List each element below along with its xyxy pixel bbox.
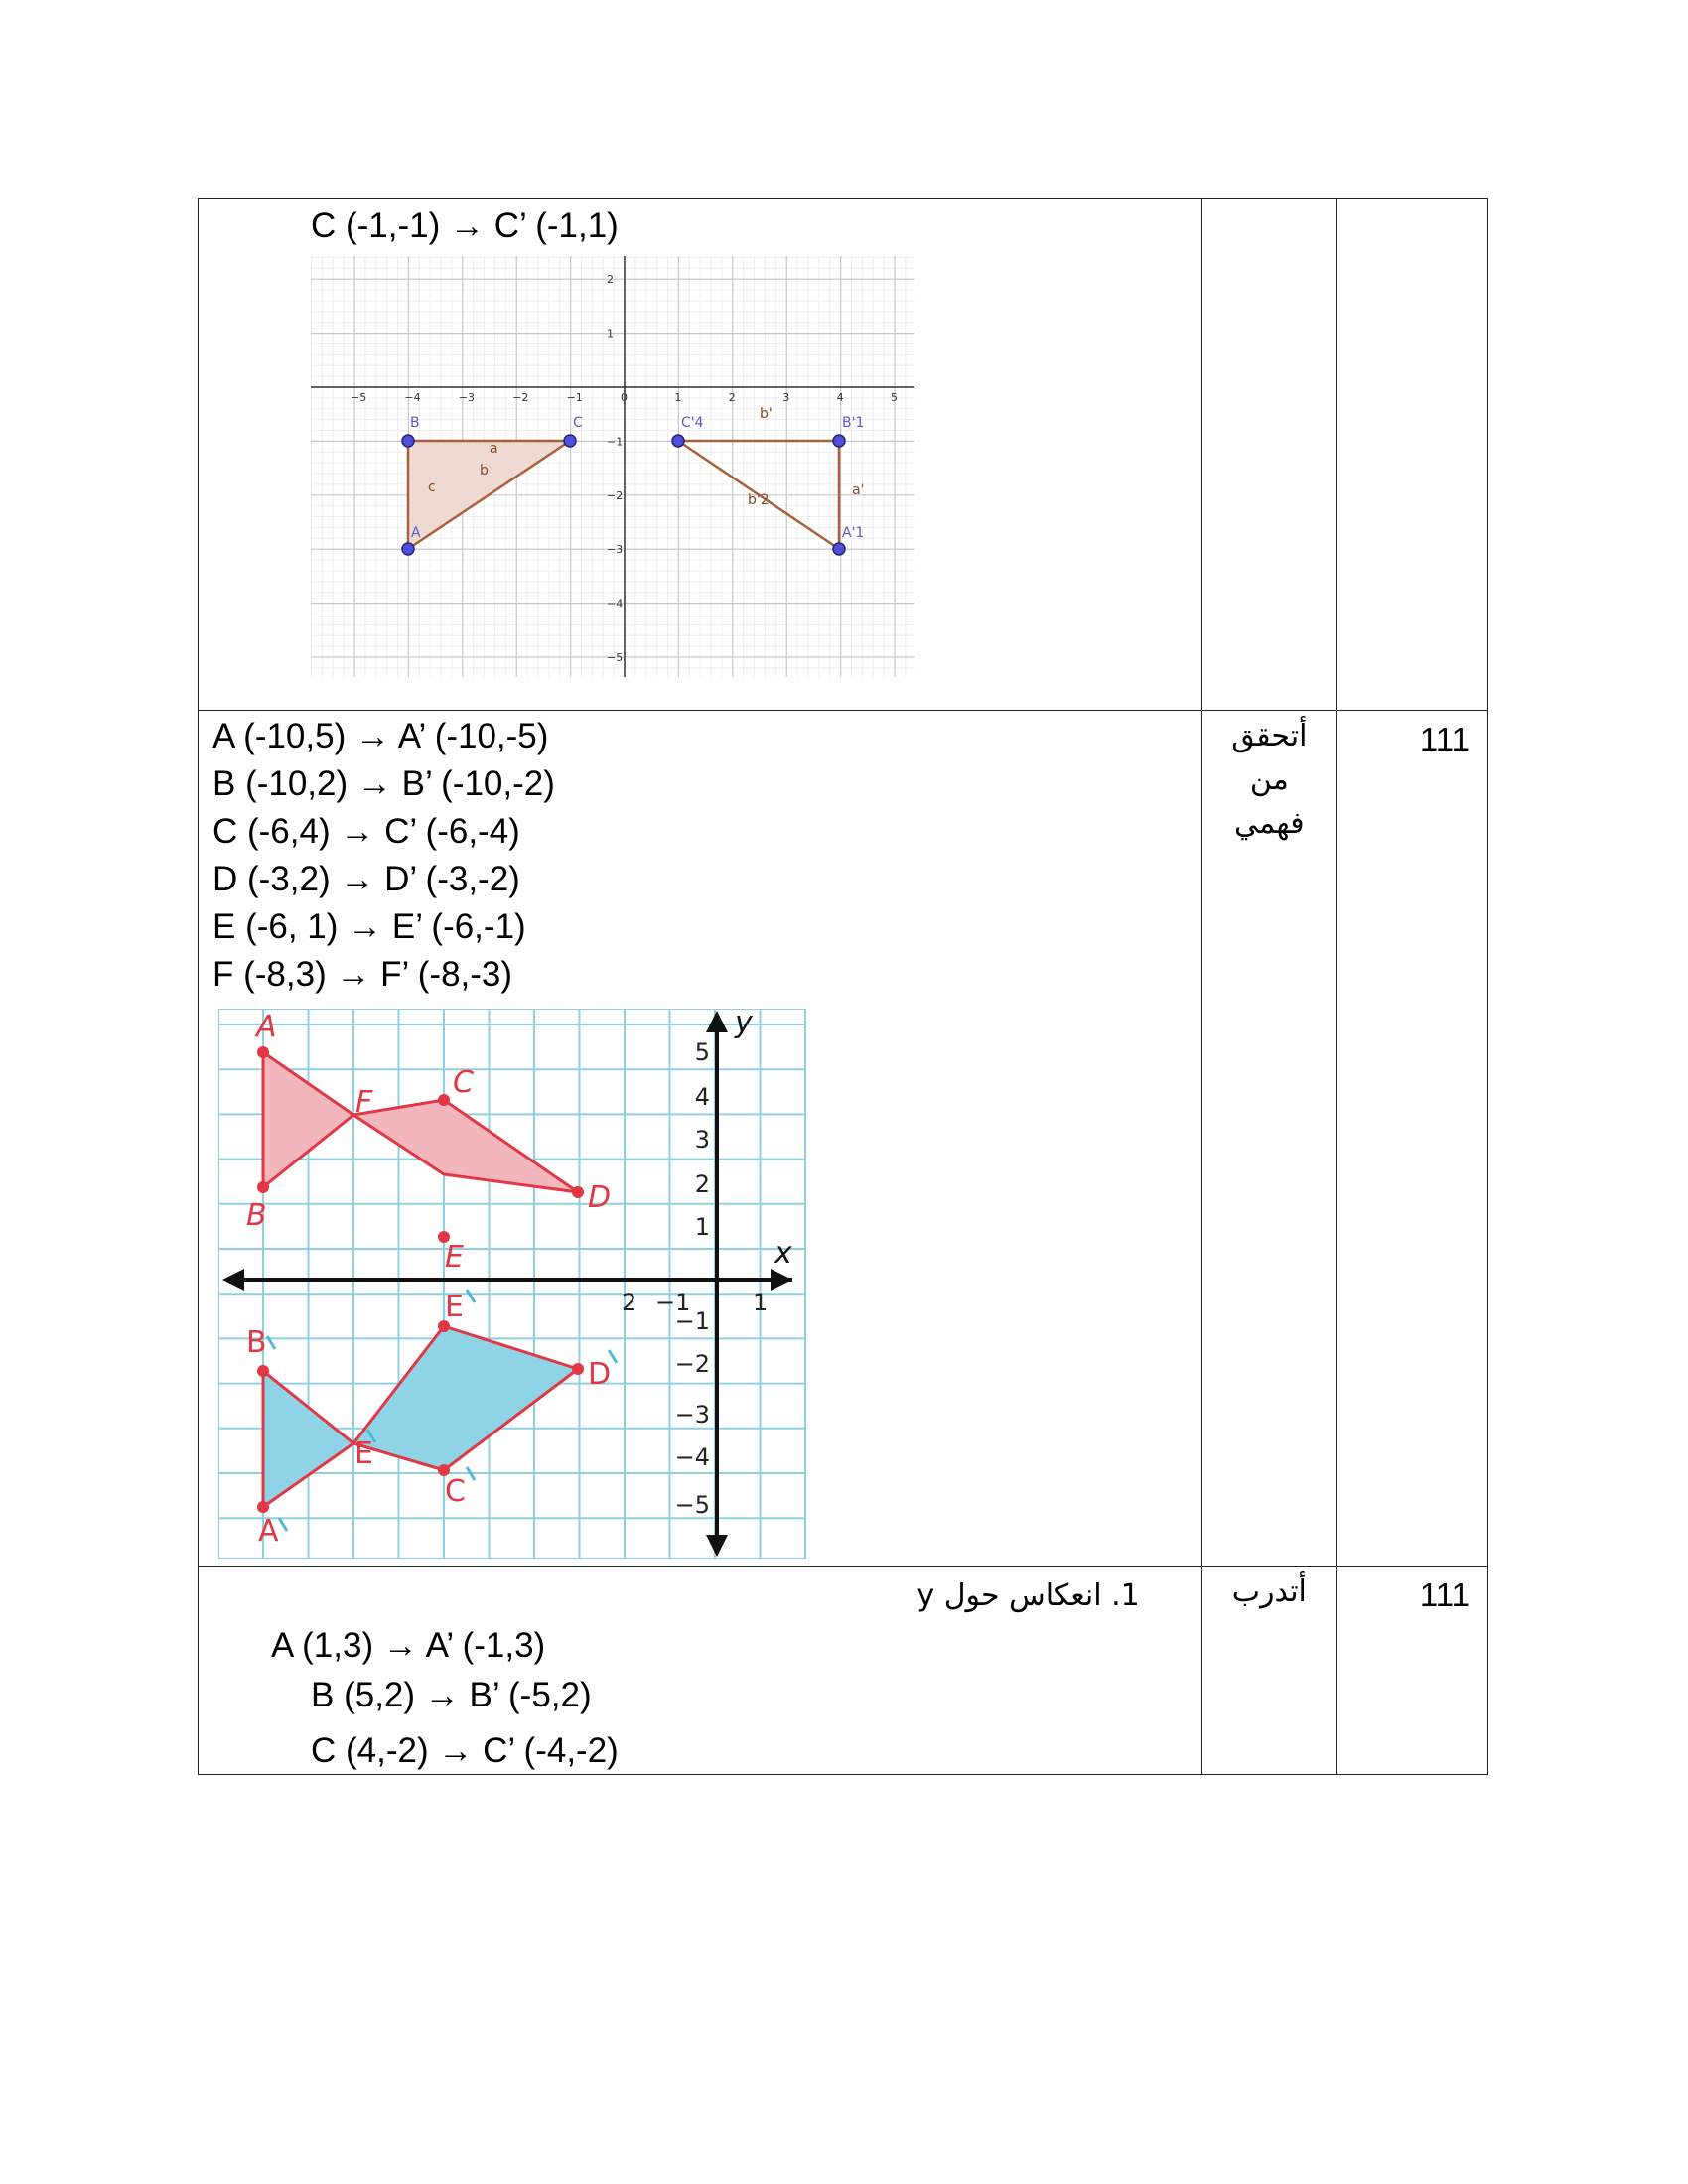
x-tick-label: 3 [782, 391, 790, 404]
mapping-line: C (-1,-1) → C’ (-1,1) [311, 206, 619, 245]
page-number: 111 [1419, 1576, 1470, 1613]
y-tick-3: 3 [694, 1126, 710, 1154]
y-tick-neg4: −4 [674, 1443, 710, 1471]
label-f: F [355, 1085, 373, 1120]
label-b: B [246, 1198, 267, 1233]
y-tick-4: 4 [694, 1083, 710, 1111]
label-e-prime: E [354, 1436, 373, 1471]
y-tick-neg2: −2 [674, 1350, 710, 1378]
y-tick-1: 1 [694, 1213, 710, 1241]
y-tick-label: −1 [607, 435, 624, 449]
y-tick-neg1: −1 [674, 1307, 710, 1335]
page-number-cell [1336, 711, 1487, 1567]
point-b [402, 435, 414, 447]
y-tick-label: −4 [607, 597, 624, 611]
label-e: E [445, 1240, 464, 1275]
y-axis-label: y [735, 1009, 753, 1040]
lesson-type-cell [1201, 199, 1336, 711]
point-c [438, 1094, 450, 1106]
label-d-prime: D [588, 1357, 612, 1392]
lesson-type [1202, 199, 1336, 203]
y-tick-neg3: −3 [674, 1401, 710, 1429]
point-d-prime [572, 1363, 584, 1375]
x-tick-label: −2 [512, 391, 529, 404]
exercise-heading: 1. انعكاس حول y [916, 1578, 1140, 1613]
label-b: B [410, 415, 420, 431]
page-number-cell [1336, 199, 1487, 711]
point-b-prime [257, 1365, 269, 1377]
solutions-table [198, 198, 1488, 1775]
x-tick-label: 0 [621, 391, 628, 404]
label-a: A [411, 525, 421, 541]
label-c-prime: C'4 [681, 415, 704, 431]
point-a-prime [833, 543, 845, 555]
label-a-prime: A'1 [842, 525, 865, 541]
point-b-prime [833, 435, 845, 447]
x-tick-label: −3 [458, 391, 476, 404]
label-a: A [256, 1010, 277, 1044]
mapping-line: B (-10,2) → B’ (-10,-2) [212, 764, 555, 803]
x-tick-2: 2 [622, 1289, 637, 1316]
x-tick-label: −4 [404, 391, 421, 404]
point-d [572, 1186, 584, 1198]
x-tick-label: 4 [836, 391, 844, 404]
mapping-line: D (-3,2) → D’ (-3,-2) [212, 860, 520, 898]
y-tick-5: 5 [694, 1038, 710, 1066]
x-tick-neg1: −1 [655, 1289, 691, 1316]
x-tick-label: 2 [728, 391, 736, 404]
x-tick-1: 1 [753, 1289, 769, 1316]
mapping-line: E (-6, 1) → E’ (-6,-1) [212, 907, 526, 946]
y-tick-label: −3 [607, 543, 624, 557]
mapping-line: A (1,3) → A’ (-1,3) [271, 1626, 546, 1665]
label-seg-a-prime: a' [852, 482, 865, 498]
mapping-line: F (-8,3) → F’ (-8,-3) [212, 955, 513, 994]
point-c [564, 435, 576, 447]
solution-cell [199, 1567, 1202, 1775]
label-a-prime: A [258, 1514, 279, 1549]
x-tick-label: −5 [351, 391, 367, 404]
lesson-type-cell [1201, 711, 1336, 1567]
page-number: 111 [1419, 721, 1470, 757]
label-c: C [453, 1065, 474, 1100]
lesson-type: أتدرب [1231, 1574, 1307, 1609]
page-number [1337, 199, 1487, 208]
label-b-prime: B [246, 1325, 267, 1360]
coordinate-graph-1 [311, 256, 914, 677]
y-tick-label: −2 [607, 488, 624, 502]
lesson-type: أتحقق من فهمي [1231, 719, 1308, 841]
mapping-line: B (5,2) → B’ (-5,2) [311, 1676, 592, 1714]
y-tick-label: 1 [607, 327, 614, 341]
mapping-line: A (-10,5) → A’ (-10,-5) [212, 717, 549, 755]
lesson-type-cell [1201, 1567, 1336, 1775]
x-tick-label: 5 [891, 391, 898, 404]
table-row [199, 1567, 1488, 1775]
point-a-prime [257, 1501, 269, 1513]
y-tick-label: −5 [607, 651, 624, 664]
table-row [199, 711, 1488, 1567]
point-a [402, 543, 414, 555]
label-seg-b-prime: b' [760, 406, 773, 422]
y-tick-2: 2 [694, 1170, 710, 1198]
mapping-line: C (4,-2) → C’ (-4,-2) [311, 1731, 619, 1770]
label-c: C [573, 415, 583, 431]
label-c-prime: C [445, 1474, 466, 1509]
label-seg-c: c [428, 479, 436, 495]
label-b-prime: B'1 [842, 415, 865, 431]
point-a [257, 1046, 269, 1058]
page-number-cell [1336, 1567, 1487, 1775]
y-tick-neg5: −5 [674, 1491, 710, 1519]
solution-cell [199, 199, 1202, 711]
mapping-line: C (-6,4) → C’ (-6,-4) [212, 812, 520, 851]
mapping-list [212, 713, 555, 999]
point-c-prime [672, 435, 684, 447]
label-d: D [588, 1180, 612, 1215]
x-tick-label: 1 [674, 391, 682, 404]
coordinate-graph-2 [218, 1009, 806, 1559]
y-tick-label: 2 [607, 273, 614, 287]
table-row [199, 199, 1488, 711]
solution-cell [199, 711, 1202, 1567]
label-e-prime-top: E [445, 1290, 464, 1324]
point-b [257, 1181, 269, 1193]
x-axis-label: x [774, 1236, 792, 1271]
label-seg-b: b [480, 463, 489, 478]
x-tick-label: −1 [566, 391, 583, 404]
label-seg-a: a [490, 441, 498, 457]
label-seg-b2: b'2 [748, 492, 770, 508]
